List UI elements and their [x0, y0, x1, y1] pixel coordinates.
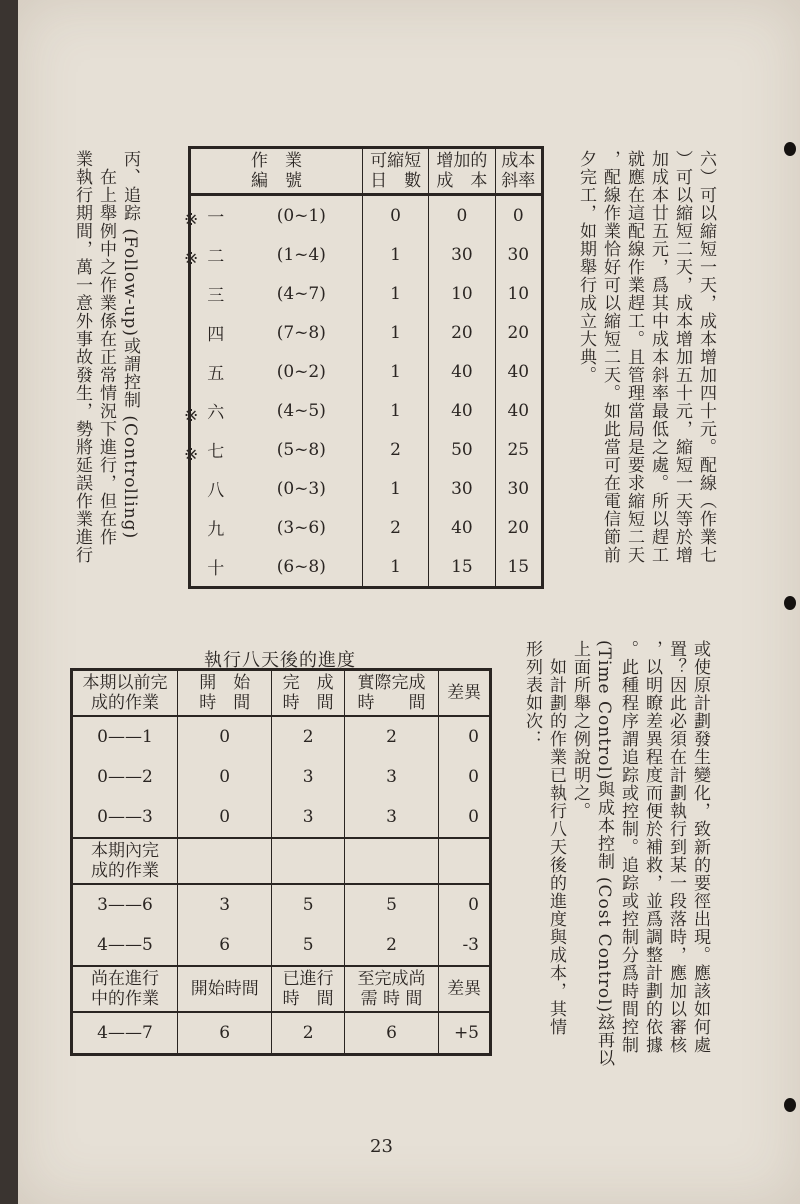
header-days: 可縮短 日 數 — [362, 148, 428, 195]
cell: 0 — [439, 716, 491, 757]
text-line: 。此種程序謂追踪或控制。追踪或控制分爲時間控制 — [618, 640, 638, 1054]
cell-job-name: 八 — [207, 481, 225, 501]
table-row — [190, 274, 543, 313]
text-line: ）可以縮短二天，成本增加五十元，縮短一天等於增 — [672, 150, 692, 564]
empty-cell — [439, 838, 491, 884]
cell-job-range: (1~4) — [276, 244, 326, 265]
table-row — [190, 430, 543, 469]
binding-hole — [784, 1098, 796, 1112]
cell: 5 — [344, 884, 438, 925]
cell: 3 — [344, 797, 438, 838]
cell-job-range: (4~7) — [276, 283, 326, 304]
cell-cost: 15 — [429, 547, 495, 588]
cell-slope: 10 — [495, 274, 542, 313]
cell-slope: 20 — [495, 508, 542, 547]
table-row — [190, 469, 543, 508]
text-line: 夕完工，如期舉行成立大典。 — [576, 150, 596, 384]
table-row — [190, 352, 543, 391]
cell-days: 1 — [362, 235, 428, 274]
table-row — [190, 508, 543, 547]
cell-job-name: 三 — [207, 286, 225, 306]
cell-days: 1 — [362, 274, 428, 313]
cell-job-range: (0~3) — [276, 478, 326, 499]
empty-cell — [272, 838, 344, 884]
cell-job-range: (3~6) — [276, 517, 326, 538]
header-elapsed: 已進行 時 間 — [272, 966, 344, 1012]
cell-cost: 40 — [429, 391, 495, 430]
cell-job-name: 二 — [207, 247, 225, 267]
cell-cost: 20 — [429, 313, 495, 352]
cell: 6 — [178, 925, 272, 966]
cell: 3——6 — [97, 895, 153, 915]
crash-cost-table — [188, 146, 544, 589]
table-row — [72, 1012, 491, 1055]
critical-mark: ※ — [184, 406, 199, 426]
critical-mark: ※ — [184, 249, 199, 269]
cell: 3 — [344, 757, 438, 797]
cell-job-range: (0~1) — [276, 205, 326, 226]
cell-cost: 40 — [429, 352, 495, 391]
text-line: 加成本廿五元，爲其中成本斜率最低之處。所以趕工 — [648, 150, 668, 564]
cell: 2 — [344, 716, 438, 757]
text-line: 如計劃的作業已執行八天後的進度與成本，其情 — [546, 640, 566, 1036]
cell-slope: 0 — [495, 195, 542, 236]
cell-job-range: (0~2) — [276, 361, 326, 382]
cell: 2 — [272, 1012, 344, 1055]
cell: 0 — [178, 757, 272, 797]
cell-job-range: (4~5) — [276, 400, 326, 421]
cell-slope: 40 — [495, 391, 542, 430]
cell: 0 — [178, 716, 272, 757]
cell-job-name: 五 — [207, 364, 225, 384]
cell-slope: 25 — [495, 430, 542, 469]
progress-table-title: 執行八天後的進度 — [204, 650, 356, 671]
right-column-text — [574, 150, 718, 620]
binding-hole — [784, 596, 796, 610]
header-cost: 增加的 成 本 — [429, 148, 495, 195]
cell-cost: 50 — [429, 430, 495, 469]
header-job-number: 作 業 編 號 — [190, 148, 363, 195]
cell: 0——3 — [97, 807, 153, 827]
table-row — [72, 716, 491, 757]
cell-slope: 30 — [495, 235, 542, 274]
cell-cost: 10 — [429, 274, 495, 313]
cell-days: 0 — [362, 195, 428, 236]
cell-job-range: (5~8) — [276, 439, 326, 460]
cell-days: 2 — [362, 508, 428, 547]
cell-cost: 30 — [429, 235, 495, 274]
cell-cost: 30 — [429, 469, 495, 508]
header-remaining: 至完成尚 需 時 間 — [344, 966, 438, 1012]
cell-slope: 15 — [495, 547, 542, 588]
header-start-time: 開始時間 — [178, 966, 272, 1012]
cell-job-name: 六 — [207, 403, 225, 423]
table-row — [190, 235, 543, 274]
cell: 4——5 — [97, 935, 153, 955]
critical-mark: ※ — [184, 210, 199, 230]
cell-job-name: 一 — [207, 208, 225, 228]
cell: 2 — [344, 925, 438, 966]
cell-slope: 40 — [495, 352, 542, 391]
cell-days: 1 — [362, 313, 428, 352]
cell: 6 — [344, 1012, 438, 1055]
cell-days: 1 — [362, 469, 428, 508]
cell: +5 — [439, 1012, 491, 1055]
cell: 4——7 — [97, 1023, 153, 1043]
cell: -3 — [439, 925, 491, 966]
cell: 3 — [178, 884, 272, 925]
header-slope: 成本 斜率 — [495, 148, 542, 195]
text-line: 在上舉例中之作業係在正常情況下進行，但在作 — [96, 150, 116, 546]
header-completed-before: 本期以前完 成的作業 — [72, 670, 178, 717]
cell-slope: 30 — [495, 469, 542, 508]
cell: 0 — [178, 797, 272, 838]
middle-column-text — [520, 640, 712, 1120]
cell-job-range: (6~8) — [276, 556, 326, 577]
text-line: 六）可以縮短一天，成本增加四十元。配線（作業七 — [696, 150, 716, 564]
cell-days: 1 — [362, 391, 428, 430]
section-heading: 丙、追踪 (Follow-up)或謂控制 (Controlling) — [120, 150, 140, 540]
header-in-progress: 尚在進行 中的作業 — [72, 966, 178, 1012]
cell-slope: 20 — [495, 313, 542, 352]
table-row — [72, 925, 491, 966]
text-line: (Time Control)與成本控制 (Cost Control)玆再以 — [594, 640, 614, 1068]
cell-job-name: 九 — [207, 520, 225, 540]
text-line: 就應在這配線作業趕工。且管理當局是要求縮短二天 — [624, 150, 644, 564]
text-line: 置？因此必須在計劃執行到某一段落時，應加以審核 — [666, 640, 686, 1054]
table-row — [72, 884, 491, 925]
text-line: 上面所舉之例說明之。 — [570, 640, 590, 820]
cell: 6 — [178, 1012, 272, 1055]
table-row — [72, 797, 491, 838]
cell-cost: 40 — [429, 508, 495, 547]
text-line: ，配線作業恰好可以縮短二天。如此當可在電信節前 — [600, 150, 620, 564]
cell: 5 — [272, 884, 344, 925]
text-line: ，以明瞭差異程度而便於補救，並爲調整計劃的依據 — [642, 640, 662, 1054]
cell-days: 1 — [362, 547, 428, 588]
cell: 0 — [439, 884, 491, 925]
header-variance: 差異 — [439, 670, 491, 717]
cell-job-name: 七 — [207, 442, 225, 462]
cell-job-range: (7~8) — [276, 322, 326, 343]
cell-cost: 0 — [429, 195, 495, 236]
table-row — [190, 547, 543, 588]
header-start-time: 開 始 時 間 — [178, 670, 272, 717]
empty-cell — [178, 838, 272, 884]
cell: 0 — [439, 757, 491, 797]
cell-job-name: 十 — [207, 559, 225, 579]
header-actual-finish: 實際完成 時 間 — [344, 670, 438, 717]
cell-days: 1 — [362, 352, 428, 391]
cell: 3 — [272, 797, 344, 838]
cell: 5 — [272, 925, 344, 966]
cell: 0 — [439, 797, 491, 838]
cell: 0——1 — [97, 727, 153, 747]
table-row — [72, 757, 491, 797]
left-column-text — [70, 150, 142, 620]
empty-cell — [344, 838, 438, 884]
binding-hole — [784, 142, 796, 156]
header-finish-time: 完 成 時 間 — [272, 670, 344, 717]
cell: 0——2 — [97, 767, 153, 787]
critical-mark: ※ — [184, 445, 199, 465]
progress-table — [70, 668, 492, 1056]
text-line: 形列表如次： — [522, 640, 542, 748]
cell-days: 2 — [362, 430, 428, 469]
cell: 2 — [272, 716, 344, 757]
header-completed-this-period: 本期內完 成的作業 — [72, 838, 178, 884]
text-line: 或使原計劃發生變化，致新的要徑出現。應該如何處 — [690, 640, 710, 1054]
table-row — [190, 195, 543, 236]
table-row — [190, 313, 543, 352]
page-number: 23 — [370, 1136, 393, 1157]
cell-job-name: 四 — [207, 325, 225, 345]
header-variance: 差異 — [439, 966, 491, 1012]
table-row — [190, 391, 543, 430]
cell: 3 — [272, 757, 344, 797]
text-line: 業執行期間，萬一意外事故發生，勢將延誤作業進行 — [72, 150, 92, 564]
